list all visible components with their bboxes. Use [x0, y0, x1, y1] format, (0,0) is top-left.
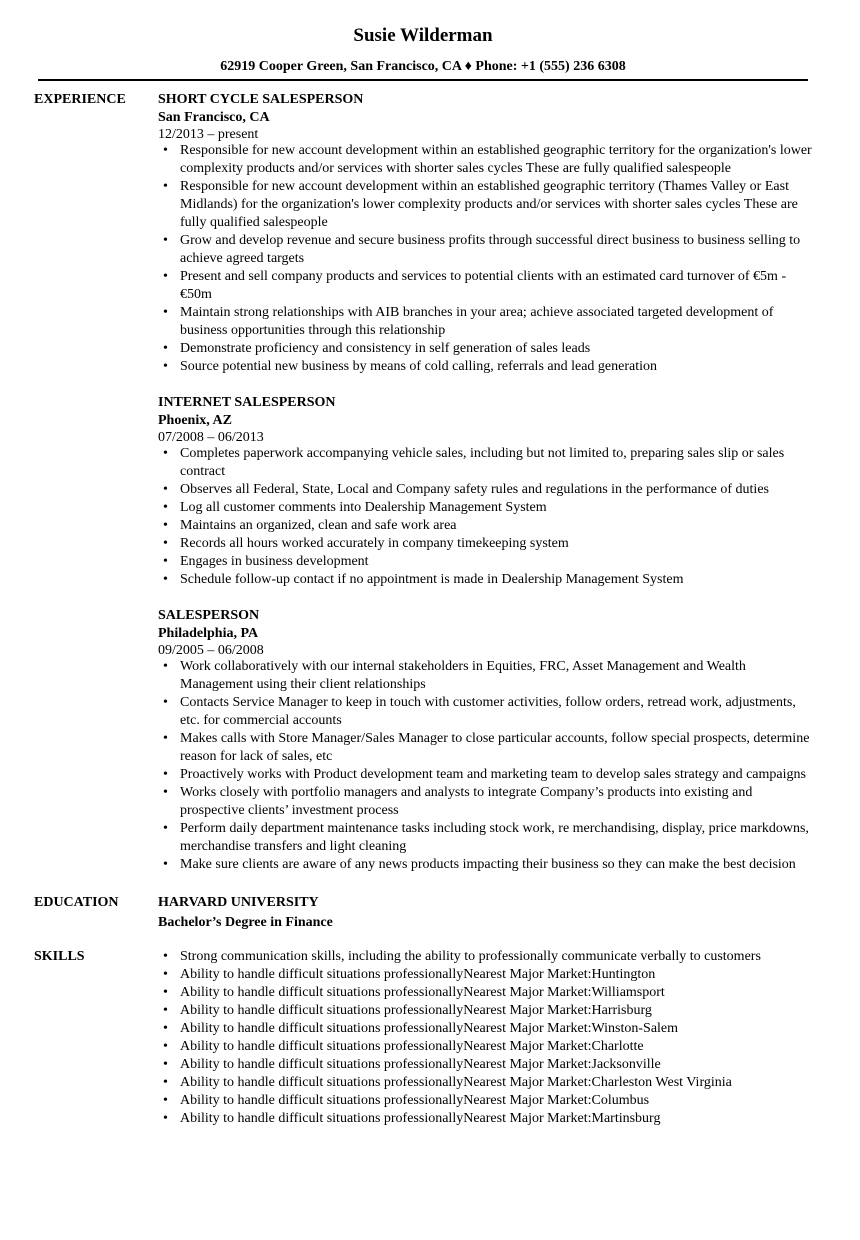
bullet-text: Ability to handle difficult situations professionallyNearest Major Market:Williamsport	[180, 985, 665, 1000]
bullet-item	[158, 517, 812, 535]
bullet-icon: •	[163, 554, 168, 569]
bullet-icon: •	[163, 1075, 168, 1090]
job-title: SHORT CYCLE SALESPERSON	[158, 92, 364, 107]
bullet-item	[158, 658, 812, 694]
bullet-text: Schedule follow-up contact if no appointment is made in Dealership Management System	[180, 572, 684, 587]
bullet-text: Completes paperwork accompanying vehicle sales, including but not limited to, preparing sales slip or sales contract	[180, 446, 785, 479]
bullet-text: Log all customer comments into Dealership Management System	[180, 500, 547, 515]
bullet-text: Maintain strong relationships with AIB branches in your area; achieve associated targeted development of business opportunities through this relationship	[180, 305, 774, 338]
bullet-item	[158, 694, 812, 730]
job-title: INTERNET SALESPERSON	[158, 395, 336, 410]
bullet-text: Perform daily department maintenance tasks including stock work, re merchandising, display, price markdowns, merchandise transfers and light cleaning	[180, 821, 809, 854]
education-body	[158, 894, 812, 932]
bullet-item	[158, 1002, 812, 1020]
bullet-text: Make sure clients are aware of any news products impacting their business so they can make the best decision	[180, 857, 796, 872]
bullet-icon: •	[163, 1111, 168, 1126]
education-section	[34, 894, 812, 932]
education-label: EDUCATION	[34, 895, 119, 910]
bullet-icon: •	[163, 536, 168, 551]
bullet-icon: •	[163, 143, 168, 158]
bullet-icon: •	[163, 731, 168, 746]
bullet-item	[158, 268, 812, 304]
candidate-name: Susie Wilderman	[353, 25, 493, 46]
bullet-icon: •	[163, 1021, 168, 1036]
bullet-icon: •	[163, 446, 168, 461]
skills-body	[158, 948, 812, 1128]
bullet-text: Records all hours worked accurately in company timekeeping system	[180, 536, 569, 551]
bullet-text: Responsible for new account development within an established geographic territory (Thames Valley or East Midlands) for the organization's lower complexity products and/or services with shorter sales cycles These are fully qualified salespeople	[180, 179, 798, 230]
bullet-icon: •	[163, 967, 168, 982]
bullet-item	[158, 966, 812, 984]
bullet-item	[158, 856, 812, 874]
bullet-item	[158, 820, 812, 856]
bullet-text: Ability to handle difficult situations professionallyNearest Major Market:Huntington	[180, 967, 656, 982]
bullet-item	[158, 481, 812, 499]
bullet-item	[158, 142, 812, 178]
job-location: Phoenix, AZ	[158, 413, 232, 428]
job-entry	[158, 607, 812, 874]
bullet-text: Responsible for new account development within an established geographic territory for the organization's lower complexity products and/or services with shorter sales cycles These are fully qualified salespeople	[180, 143, 812, 176]
bullet-icon: •	[163, 482, 168, 497]
bullet-item	[158, 178, 812, 232]
bullet-text: Ability to handle difficult situations professionallyNearest Major Market:Harrisburg	[180, 1003, 652, 1018]
bullet-item	[158, 499, 812, 517]
bullet-icon: •	[163, 359, 168, 374]
bullet-icon: •	[163, 179, 168, 194]
bullet-text: Strong communication skills, including the ability to professionally communicate verbally to customers	[180, 949, 761, 964]
bullet-icon: •	[163, 341, 168, 356]
bullet-text: Ability to handle difficult situations professionallyNearest Major Market:Winston-Salem	[180, 1021, 679, 1036]
bullet-text: Observes all Federal, State, Local and Company safety rules and regulations in the performance of duties	[180, 482, 769, 497]
bullet-icon: •	[163, 659, 168, 674]
bullet-item	[158, 304, 812, 340]
bullet-item	[158, 232, 812, 268]
bullet-icon: •	[163, 985, 168, 1000]
skills-section	[34, 948, 812, 1128]
bullet-item	[158, 1092, 812, 1110]
job-location: San Francisco, CA	[158, 110, 270, 125]
bullet-text: Ability to handle difficult situations professionallyNearest Major Market:Charleston West Virginia	[180, 1075, 732, 1090]
job-bullets	[158, 445, 812, 589]
bullet-icon: •	[163, 1057, 168, 1072]
bullet-item	[158, 730, 812, 766]
bullet-item	[158, 340, 812, 358]
bullet-text: Ability to handle difficult situations professionallyNearest Major Market:Martinsburg	[180, 1111, 661, 1126]
bullet-item	[158, 766, 812, 784]
skills-list	[158, 948, 812, 1128]
experience-label: EXPERIENCE	[34, 92, 126, 107]
bullet-icon: •	[163, 233, 168, 248]
job-bullets	[158, 658, 812, 874]
bullet-text: Engages in business development	[180, 554, 369, 569]
degree-name: Bachelor’s Degree in Finance	[158, 915, 333, 930]
bullet-icon: •	[163, 857, 168, 872]
job-location: Philadelphia, PA	[158, 626, 259, 641]
job-dates: 07/2008 – 06/2013	[158, 430, 264, 445]
bullet-icon: •	[163, 949, 168, 964]
bullet-item	[158, 445, 812, 481]
bullet-item	[158, 535, 812, 553]
bullet-icon: •	[163, 821, 168, 836]
job-entry	[158, 91, 812, 376]
job-dates: 12/2013 – present	[158, 127, 259, 142]
job-entry	[158, 394, 812, 589]
bullet-item	[158, 1020, 812, 1038]
bullet-item	[158, 948, 812, 966]
bullet-icon: •	[163, 1039, 168, 1054]
bullet-text: Demonstrate proficiency and consistency in self generation of sales leads	[180, 341, 591, 356]
bullet-item	[158, 571, 812, 589]
school-name: HARVARD UNIVERSITY	[158, 895, 319, 910]
bullet-text: Proactively works with Product development team and marketing team to develop sales strategy and campaigns	[180, 767, 806, 782]
bullet-text: Ability to handle difficult situations professionallyNearest Major Market:Columbus	[180, 1093, 650, 1108]
header-divider	[38, 79, 808, 81]
contact-line: 62919 Cooper Green, San Francisco, CA ♦ Phone: +1 (555) 236 6308	[220, 59, 626, 74]
job-title: SALESPERSON	[158, 608, 260, 623]
bullet-item	[158, 553, 812, 571]
bullet-item	[158, 1110, 812, 1128]
bullet-icon: •	[163, 572, 168, 587]
bullet-text: Work collaboratively with our internal stakeholders in Equities, FRC, Asset Management and Wealth Management using their client relationships	[180, 659, 746, 692]
bullet-text: Works closely with portfolio managers and analysts to integrate Company’s products into existing and prospective clients’ investment process	[180, 785, 753, 818]
bullet-text: Ability to handle difficult situations professionallyNearest Major Market:Charlotte	[180, 1039, 644, 1054]
bullet-icon: •	[163, 1003, 168, 1018]
bullet-icon: •	[163, 785, 168, 800]
bullet-item	[158, 1038, 812, 1056]
bullet-icon: •	[163, 305, 168, 320]
bullet-icon: •	[163, 269, 168, 284]
experience-section	[34, 91, 812, 874]
bullet-text: Contacts Service Manager to keep in touch with customer activities, follow orders, retread work, adjustments, etc. for commercial accounts	[180, 695, 796, 728]
bullet-icon: •	[163, 1093, 168, 1108]
bullet-icon: •	[163, 767, 168, 782]
bullet-text: Grow and develop revenue and secure business profits through successful direct business to business selling to achieve agreed targets	[180, 233, 801, 266]
bullet-item	[158, 984, 812, 1002]
job-bullets	[158, 142, 812, 376]
bullet-text: Ability to handle difficult situations professionallyNearest Major Market:Jacksonville	[180, 1057, 661, 1072]
bullet-icon: •	[163, 500, 168, 515]
experience-body	[158, 91, 812, 874]
bullet-text: Source potential new business by means of cold calling, referrals and lead generation	[180, 359, 658, 374]
bullet-item	[158, 358, 812, 376]
bullet-text: Makes calls with Store Manager/Sales Manager to close particular accounts, follow special prospects, determine reason for lack of sales, etc	[180, 731, 810, 764]
bullet-icon: •	[163, 518, 168, 533]
bullet-icon: •	[163, 695, 168, 710]
bullet-item	[158, 1056, 812, 1074]
bullet-text: Maintains an organized, clean and safe work area	[180, 518, 457, 533]
skills-label: SKILLS	[34, 949, 85, 964]
bullet-item	[158, 1074, 812, 1092]
bullet-text: Present and sell company products and services to potential clients with an estimated card turnover of €5m - €50m	[180, 269, 787, 302]
job-dates: 09/2005 – 06/2008	[158, 643, 264, 658]
bullet-item	[158, 784, 812, 820]
